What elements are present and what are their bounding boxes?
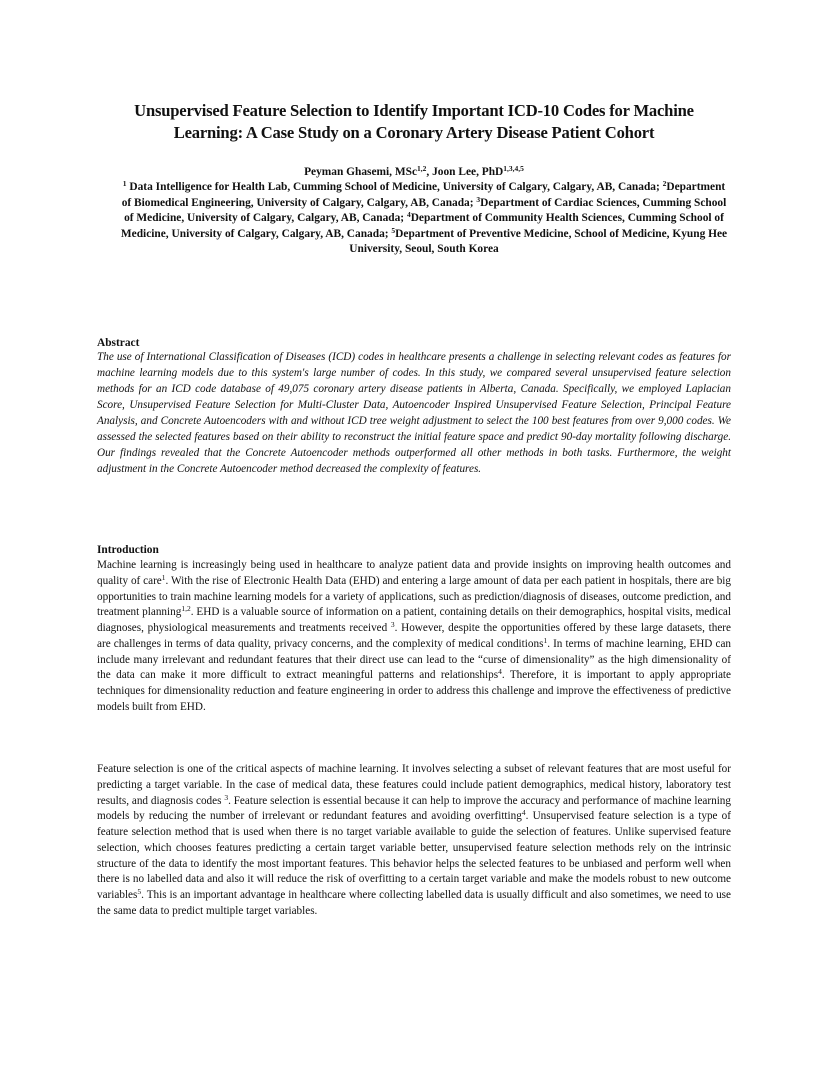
abstract-heading: Abstract	[97, 337, 140, 349]
author-name: Peyman Ghasemi, MSc	[304, 166, 418, 178]
affiliation-text: Department of Cardiac Sciences, Cumming School of Medicine, University of Calgary, Calgary, AB, Canada;	[124, 196, 727, 225]
affiliation-text: Data Intelligence for Health Lab, Cumming School of Medicine, University of Calgary, Calgary, AB, Canada;	[126, 181, 663, 193]
introduction-paragraph-1	[97, 558, 731, 716]
affiliation-marker: 4	[406, 210, 411, 220]
citation-marker: 4	[521, 808, 526, 818]
paragraph-text: . This is an important advantage in healthcare where collecting labelled data is usually difficult and also sometimes, we need to use the same data to predict multiple target variables.	[97, 889, 731, 917]
title-line-1: Unsupervised Feature Selection to Identify Important ICD-10 Codes for Machine	[134, 101, 694, 120]
citation-marker: 1,2	[181, 604, 191, 614]
author-affiliation-marker: 1,2	[417, 164, 427, 173]
paragraph-text: . Feature selection is essential because it can help to improve the accuracy and performance of machine learning models by reducing the number of irrelevant or redundant features and avoiding overfitting	[97, 794, 731, 823]
author-list	[96, 164, 732, 180]
paragraph-text: . With the rise of Electronic Health Data (EHD) and entering a large amount of data per each patient in hospitals, there are big opportunities to train machine learning models for a variety of applications, such as prediction/diagnosis of diseases, outcome prediction, and treatment planning	[97, 574, 731, 619]
introduction-paragraph-2	[97, 762, 731, 920]
author-affiliation-marker: 1,3,4,5	[503, 164, 524, 173]
citation-marker: 3	[224, 792, 229, 802]
citation-marker: 1	[543, 635, 548, 645]
citation-marker: 1	[161, 572, 166, 582]
introduction-heading: Introduction	[97, 544, 159, 556]
title-line-2: Learning: A Case Study on a Coronary Artery Disease Patient Cohort	[173, 122, 655, 142]
affiliation-marker: 2	[662, 179, 667, 188]
affiliation-text: Department of Biomedical Engineering, University of Calgary, Calgary, AB, Canada;	[121, 181, 726, 209]
paragraph-text: Machine learning is increasingly being used in healthcare to analyze patient data and provide insights on improving health outcomes and quality of care	[97, 559, 731, 587]
paragraph-text: . EHD is a valuable source of information on a patient, containing details on their demographics, hospital visits, medical diagnoses, physiological measurements and treatments received	[97, 606, 731, 634]
author-separator: ,	[426, 166, 433, 178]
abstract-body: The use of International Classification of Diseases (ICD) codes in healthcare presents a challenge in selecting relevant codes as features for machine learning models due to this system's large number of codes. In this study, we compared several unsupervised feature selection methods for an ICD code database of 49,075 coronary artery disease patients in Alberta, Canada. Specifically, we employed Laplacian Score, Unsupervised Feature Selection for Multi-Cluster Data, Autoencoder Inspired Unsupervised Feature Selection, Principal Feature Analysis, and Concrete Autoencoders with and without ICD tree weight adjustment to select the 100 best features from over 9,000 codes. We assessed the selected features based on their ability to reconstruct the initial feature space and predict 90-day mortality following discharge. Our findings revealed that the Concrete Autoencoder methods outperformed all other methods in both tasks. Furthermore, the weight adjustment in the Concrete Autoencoder method decreased the complexity of features.	[97, 351, 731, 475]
citation-marker: 3	[390, 620, 395, 629]
citation-marker: 4	[498, 667, 502, 677]
paragraph-text: . However, despite the opportunities offered by these large datasets, there are challenges in terms of data quality, privacy concerns, and the complexity of medical conditions	[97, 622, 731, 650]
affiliation-marker: 5	[391, 225, 396, 235]
affiliation-marker: 3	[476, 194, 481, 204]
citation-marker: 5	[137, 887, 142, 896]
author-name: Joon Lee, PhD	[432, 166, 504, 178]
affiliation-text: Department of Preventive Medicine, School of Medicine, Kyung Hee University, Seoul, South Korea	[349, 227, 728, 256]
paragraph-text: . In terms of machine learning, EHD can include many irrelevant and redundant features that their direct use can lead to the “curse of dimensionality” as the high dimensionality of the data can make it more difficult to extract meaningful patterns and relationships	[97, 637, 731, 682]
paragraph-text: . Unsupervised feature selection is a type of feature selection method that is used when there is no target variable available to guide the selection of features. Unlike supervised feature selection, which chooses features predicting a certain target variable better, unsupervised feature selection methods rely on the intrinsic structure of the data to identify the most important features. This behavior helps the selected features to be unbiased and perform well when there is no labelled data and also it will reduce the risk of overfitting to a certain target variable and make the models robust to new outcome variables	[97, 810, 732, 901]
affiliations	[118, 180, 730, 258]
paper-title	[96, 100, 732, 143]
affiliation-marker: 1	[122, 179, 127, 188]
affiliation-text: Department of Community Health Sciences, Cumming School of Medicine, University of Calgary, Calgary, AB, Canada;	[120, 212, 724, 240]
paragraph-text: Feature selection is one of the critical aspects of machine learning. It involves selecting a subset of relevant features that are most useful for predicting a target variable. In the case of medical data, these features could include patient demographics, medical history, laboratory test results, and diagnosis codes	[97, 763, 731, 807]
paragraph-text: . Therefore, it is important to apply appropriate techniques for dimensionality reduction and feature engineering in order to address this challenge and improve the effectiveness of predictive models built from EHD.	[97, 669, 731, 713]
